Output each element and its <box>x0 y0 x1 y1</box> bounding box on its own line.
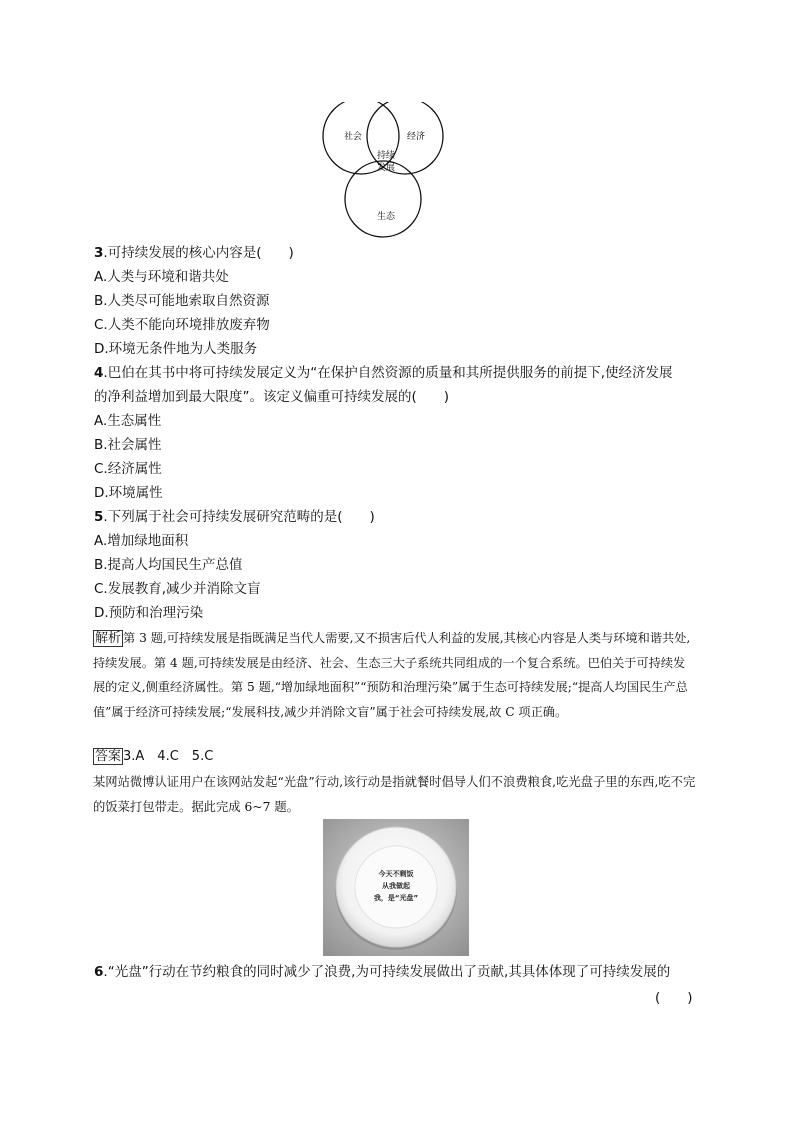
question-3-option-c: C.人类不能向环境排放废弃物 <box>94 317 270 333</box>
question-3-option-d: D.环境无条件地为人类服务 <box>94 341 258 357</box>
question-5-number: 5 <box>94 509 104 525</box>
analysis-block <box>93 626 697 724</box>
plate-slogan-line1: 今天不剩饭 <box>378 870 414 878</box>
sustainability-venn-diagram <box>320 102 446 238</box>
venn-label-center-1: 持续 <box>376 151 396 161</box>
question-5-text: .下列属于社会可持续发展研究范畴的是( ) <box>103 509 375 525</box>
question-3-text: .可持续发展的核心内容是( ) <box>103 245 294 261</box>
venn-label-social: 社会 <box>343 132 363 142</box>
question-4-number: 4 <box>94 365 104 381</box>
plate-slogan-line3: 我，是“光盘” <box>373 894 419 902</box>
question-3-number: 3 <box>94 245 104 261</box>
material-intro: 某网站微博认证用户在该网站发起“光盘”行动,该行动是指就餐时倡导人们不浪费粮食,吃光盘子里的东西,吃不完的饭菜打包带走。据此完成 6~7 题。 <box>93 775 696 814</box>
question-6-stem <box>94 960 698 984</box>
question-4-option-d: D.环境属性 <box>94 485 163 501</box>
question-5-option-d: D.预防和治理污染 <box>94 605 204 621</box>
question-5-option-b: B.提高人均国民生产总值 <box>94 557 243 573</box>
answer-block <box>93 746 213 768</box>
venn-label-economy: 经济 <box>406 132 426 142</box>
question-5-option-a: A.增加绿地面积 <box>94 533 189 549</box>
question-4-stem-line1 <box>94 361 672 385</box>
question-3-stem <box>94 241 294 265</box>
empty-plate-photo <box>323 819 469 956</box>
question-6-answer-blank: ( ) <box>655 990 693 1006</box>
question-4-option-a: A.生态属性 <box>94 413 162 429</box>
analysis-tag: 解析 <box>95 631 122 646</box>
question-4-option-b: B.社会属性 <box>94 437 162 453</box>
question-3-option-b: B.人类尽可能地索取自然资源 <box>94 293 270 309</box>
answer-tag: 答案 <box>95 749 122 764</box>
question-3-option-a: A.人类与环境和谐共处 <box>94 269 229 285</box>
question-4-option-c: C.经济属性 <box>94 461 162 477</box>
question-5-stem <box>94 505 375 529</box>
plate-slogan-line2: 从我做起 <box>382 882 410 890</box>
question-5-option-c: C.发展教育,减少并消除文盲 <box>94 581 261 597</box>
question-4-stem-line2: 的净利益增加到最大限度”。该定义偏重可持续发展的( ) <box>94 389 450 405</box>
answer-text: 3.A 4.C 5.C <box>123 749 214 764</box>
question-6-number: 6 <box>94 964 104 980</box>
question-4-text-1: .巴伯在其书中将可持续发展定义为“在保护自然资源的质量和其所提供服务的前提下,使经济发展 <box>103 365 673 381</box>
venn-label-center-2: 发展 <box>376 163 396 173</box>
analysis-text: 第 3 题,可持续发展是指既满足当代人需要,又不损害后代人利益的发展,其核心内容是人类与环境和谐共处,持续发展。第 4 题,可持续发展是由经济、社会、生态三大子系统共同组成的一个复合系统。巴伯关于可持续发展的定义,侧重经济属性。第 5 题,“增加绿地面积”“预防和治理污染”属于生态可持续发展;“提高人均国民生产总值”属于经济可持续发展;“发展科技,减少并消除文盲”属于社会可持续发展,故 C 项正确。 <box>93 631 691 719</box>
venn-label-ecology: 生态 <box>376 212 396 222</box>
question-6-text: .“光盘”行动在节约粮食的同时减少了浪费,为可持续发展做出了贡献,其具体体现了可持续发展的 <box>103 964 671 980</box>
